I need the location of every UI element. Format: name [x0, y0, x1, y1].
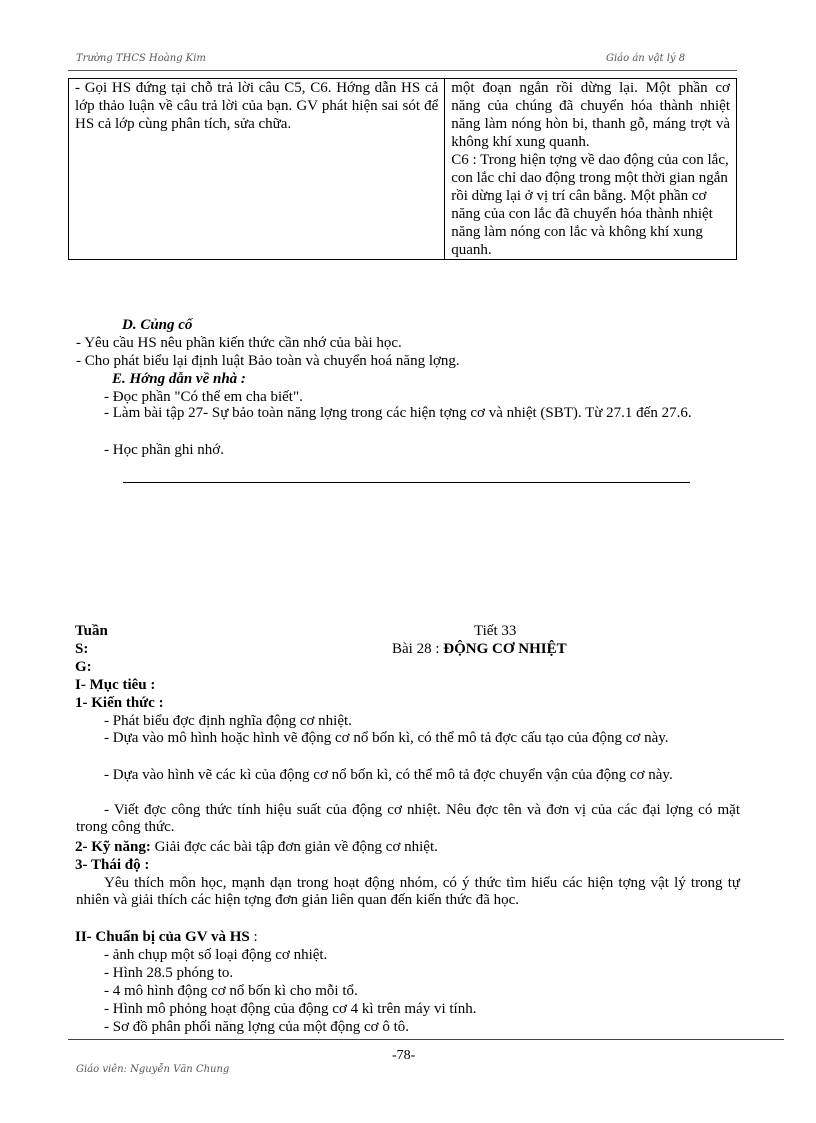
list-item: - Đọc phần "Có thể em cha biết". — [104, 389, 303, 405]
list-item: - Cho phát biểu lại định luật Bảo toàn và chuyển hoá năng lợng. — [76, 353, 460, 369]
week-label: Tuần — [75, 623, 108, 639]
skills-label: 2- Kỹ năng: — [75, 839, 151, 855]
header-divider — [68, 70, 737, 71]
cung-co-heading: D. Củng cố — [122, 317, 193, 333]
section-divider — [123, 482, 690, 483]
list-item: - Yêu cầu HS nêu phần kiến thức cần nhớ của bài học. — [76, 335, 402, 351]
table-row — [69, 79, 737, 260]
preparation-title: II- Chuẩn bị của GV và HS — [75, 929, 250, 945]
list-item: - Sơ đồ phân phối năng lợng của một động cơ ô tô. — [104, 1019, 410, 1035]
lesson-name: ĐỘNG CƠ NHIỆT — [443, 641, 567, 657]
page-number: -78- — [392, 1048, 416, 1063]
list-item: - 4 mô hình động cơ nổ bốn kì cho mỗi tổ. — [104, 983, 358, 999]
list-item: - Hình mô phỏng hoạt động của động cơ 4 kì trên máy vi tính. — [104, 1001, 477, 1017]
list-item: - Phát biểu đợc định nghĩa động cơ nhiệt. — [104, 713, 352, 729]
student-activity-cell — [445, 79, 737, 260]
header-subject: Giáo án vật lý 8 — [606, 53, 686, 64]
header-school: Trường THCS Hoàng Kim — [76, 53, 206, 64]
list-item: - ảnh chụp một số loại động cơ nhiệt. — [104, 947, 328, 963]
skills-text: Giải đợc các bài tập đơn giản về động cơ nhiệt. — [150, 839, 438, 855]
list-item: - Dựa vào hình vẽ các kì của động cơ nổ bốn kì, có thể mô tả đợc chuyển vận của động cơ này. — [104, 767, 673, 783]
activity-table — [68, 78, 737, 260]
preparation-colon: : — [249, 929, 258, 945]
preparation-heading — [75, 928, 258, 946]
teacher-activity-cell: - Gọi HS đứng tại chỗ trả lời câu C5, C6. Hớng dẫn HS cả lớp thảo luận về câu trả lời của bạn. GV phát hiện sai sót để HS cả lớp cùng phân tích, sửa chữa. — [69, 79, 445, 260]
lesson-title — [392, 640, 567, 658]
attitude-text: Yêu thích môn học, mạnh dạn trong hoạt động nhóm, có ý thức tìm hiểu các hiện tợng vật lý trong tự nhiên và giải thích các hiện tợng đơn giản liên quan đến kiến thức đã học. — [76, 875, 740, 908]
skills-line — [75, 838, 438, 856]
footer-author: Giáo viên: Nguyễn Văn Chung — [76, 1064, 230, 1075]
answer-c5-text: một đoạn ngắn rồi dừng lại. Một phần cơ năng của chúng đã chuyển hóa thành nhiệt năng làm nóng hòn bi, thanh gỗ, máng trợt và không khí xung quanh. — [451, 80, 730, 150]
date-s-label: S: — [75, 641, 89, 657]
attitude-heading: 3- Thái độ : — [75, 857, 150, 873]
list-item: - Dựa vào mô hình hoặc hình vẽ động cơ nổ bốn kì, có thể mô tả đợc cấu tạo của động cơ này. — [104, 730, 669, 746]
footer-divider — [68, 1039, 784, 1040]
list-item: - Làm bài tập 27- Sự bảo toàn năng lợng trong các hiện tợng cơ và nhiệt (SBT). Từ 27.1 đến 27.6. — [104, 405, 692, 421]
date-g-label: G: — [75, 659, 92, 675]
period-label: Tiết 33 — [474, 623, 517, 639]
objectives-heading: I- Mục tiêu : — [75, 677, 156, 693]
knowledge-heading: 1- Kiến thức : — [75, 695, 164, 711]
lesson-number: Bài 28 : — [392, 641, 440, 657]
list-item: - Hình 28.5 phóng to. — [104, 965, 234, 981]
list-item: - Học phần ghi nhớ. — [104, 442, 224, 458]
huong-dan-heading: E. Hớng dẫn về nhà : — [112, 371, 246, 387]
answer-c6-text: C6 : Trong hiện tợng về dao động của con lắc, con lắc chỉ dao động trong một thời gian ngắn rồi dừng lại ở vị trí cân bằng. Một phần cơ năng của con lắc đã chuyển hóa thành nhiệt năng làm nóng con lắc và không khí xung quanh. — [451, 152, 729, 258]
list-item: - Viết đợc công thức tính hiệu suất của động cơ nhiệt. Nêu đợc tên và đơn vị của các đại lợng có mặt trong công thức. — [76, 802, 740, 835]
